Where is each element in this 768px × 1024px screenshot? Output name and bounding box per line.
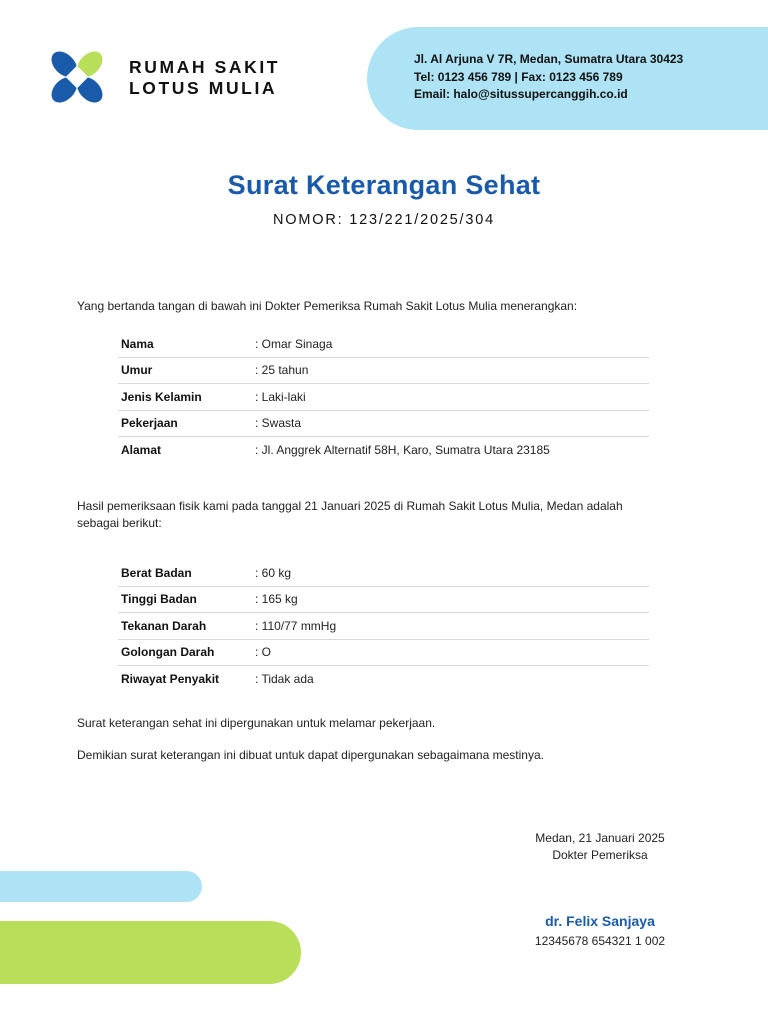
footer-decoration-green [0,921,301,984]
row-label: Golongan Darah [121,645,215,660]
row-value: : Laki-laki [255,389,306,404]
table-row [118,358,649,385]
row-value: : Tidak ada [255,672,314,687]
row-label: Tekanan Darah [121,618,207,633]
exam-intro-line2: sebagai berikut: [77,516,162,530]
row-value: : 165 kg [255,592,298,607]
row-label: Jenis Kelamin [121,389,202,404]
row-value: : Jl. Anggrek Alternatif 58H, Karo, Sumatra Utara 23185 [255,443,550,458]
row-label: Berat Badan [121,565,192,580]
exam-intro-paragraph [77,498,687,532]
table-row [118,560,649,587]
row-value: : Swasta [255,416,302,431]
table-row [118,613,649,640]
hospital-address: Jl. Al Arjuna V 7R, Medan, Sumatra Utara 30423 [414,52,684,66]
table-row [118,640,649,667]
row-label: Tinggi Badan [121,592,197,607]
hospital-name-line2: LOTUS MULIA [129,78,278,98]
table-row [118,384,649,411]
doctor-id: 12345678 654321 1 002 [534,934,666,948]
row-value: : 60 kg [255,565,292,580]
row-label: Alamat [121,443,162,458]
row-value: : Omar Sinaga [255,336,333,351]
contact-info [414,51,683,104]
intro-paragraph: Yang bertanda tangan di bawah ini Dokter Pemeriksa Rumah Sakit Lotus Mulia menerangkan: [77,299,578,313]
doctor-name: dr. Felix Sanjaya [545,913,655,929]
exam-results-table [118,560,649,693]
document-title: Surat Keterangan Sehat [227,170,541,200]
row-value: : O [255,645,272,660]
row-label: Umur [121,363,153,378]
hospital-name-line1: RUMAH SAKIT [129,57,281,77]
row-value: : 25 tahun [255,363,309,378]
table-row [118,411,649,438]
personal-info-table [118,331,649,464]
row-label: Riwayat Penyakit [121,672,220,687]
lotus-logo-icon [44,44,110,110]
table-row [118,587,649,614]
table-row [118,666,649,693]
hospital-phone-fax: Tel: 0123 456 789 | Fax: 0123 456 789 [414,69,623,84]
signature-role: Dokter Pemeriksa [552,848,648,862]
closing-paragraph: Demikian surat keterangan ini dibuat untuk dapat dipergunakan sebagaimana mestinya. [77,748,544,762]
row-value: : 110/77 mmHg [255,618,337,633]
row-label: Pekerjaan [121,416,178,431]
table-row [118,437,649,464]
table-row [118,331,649,358]
signature-place-date: Medan, 21 Januari 2025 [535,831,665,845]
hospital-email: Email: halo@situssupercanggih.co.id [414,87,628,101]
signature-block [470,830,730,864]
exam-intro-line1: Hasil pemeriksaan fisik kami pada tanggal 21 Januari 2025 di Rumah Sakit Lotus Mulia, Medan adalah [77,499,623,513]
row-label: Nama [121,336,154,351]
purpose-paragraph: Surat keterangan sehat ini dipergunakan untuk melamar pekerjaan. [77,716,436,730]
footer-decoration-blue [0,871,202,902]
hospital-name [129,57,280,99]
document-number: NOMOR: 123/221/2025/304 [273,212,495,228]
